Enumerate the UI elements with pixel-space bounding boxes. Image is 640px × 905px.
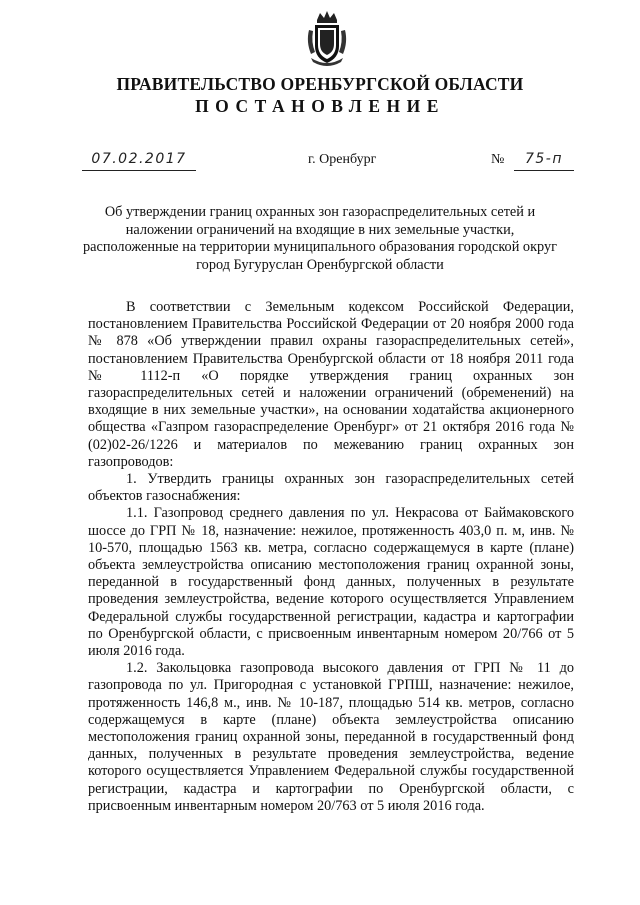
city-label: г. Оренбург xyxy=(308,152,377,167)
document-body xyxy=(88,299,574,815)
orenburg-coat-of-arms-icon xyxy=(305,10,349,66)
date-field xyxy=(82,150,196,171)
number-field xyxy=(514,150,574,171)
document-meta-row xyxy=(0,150,640,172)
government-title: ПРАВИТЕЛЬСТВО ОРЕНБУРГСКОЙ ОБЛАСТИ xyxy=(116,74,524,94)
handwritten-number: 75-п xyxy=(524,151,564,167)
body-paragraph: 1.1. Газопровод среднего давления по ул. Некрасова от Баймаковского шоссе до ГРП № 18, назначение: нежилое, протяженность 403,0 п. м, инв. № 10-570, площадью 1563 кв. метра, согласно содержащемуся в карте (плане) объекта землеустройства описанию местоположения границ охранной зоны, переданной в государственный фонд данных, полученных в результате проведения землеустройства, ведение которого осуществляется Управлением Федеральной службы государственной регистрации, кадастра и картографии по Оренбургской области, с присвоенным инвентарным номером 20/766 от 5 июля 2016 года. xyxy=(88,505,574,660)
document-type-title: ПОСТАНОВЛЕНИЕ xyxy=(195,96,445,116)
body-paragraph: 1.2. Закольцовка газопровода высокого давления от ГРП № 11 до газопровода по ул. Пригородная с установкой ГРПШ, назначение: нежилое, протяженность 146,8 м., инв. № 10-187, площадью 514 кв. метров, согласно содержащемуся в карте (плане) объекта землеустройства описанию местоположения границ охранной зоны, переданной в государственный фонд данных, полученных в результате проведения землеустройства, ведение которого осуществляется Управлением Федеральной службы государственной регистрации, кадастра и картографии по Оренбургской области, с присвоенным инвентарным номером 20/763 от 5 июля 2016 года. xyxy=(88,660,574,814)
number-label: № xyxy=(491,152,505,167)
body-paragraph: 1. Утвердить границы охранных зон газораспределительных сетей объектов газоснабжения: xyxy=(88,471,574,505)
body-paragraph: В соответствии с Земельным кодексом Российской Федерации, постановлением Правительства Российской Федерации от 20 ноября 2000 года № 878 «Об утверждении правил охраны газораспределительных сетей», постановлением Правительства Оренбургской области от 18 ноября 2011 года № 1112-п «О порядке утверждения границ охранных зон газораспределительных сетей и наложении ограничений (обременений) на входящие в них земельные участки», на основании ходатайства акционерного общества «Газпром газораспределение Оренбург» от 21 октября 2016 года № (02)02-26/1226 и материалов по межеванию границ охранных зон газопроводов: xyxy=(88,299,574,470)
handwritten-date: 07.02.2017 xyxy=(91,151,187,167)
document-subject: Об утверждении границ охранных зон газораспределительных сетей и наложении ограничений на входящие в них земельные участки, расположенные на территории муниципального образования городской округ город Бугуруслан Оренбургской области xyxy=(82,204,557,273)
